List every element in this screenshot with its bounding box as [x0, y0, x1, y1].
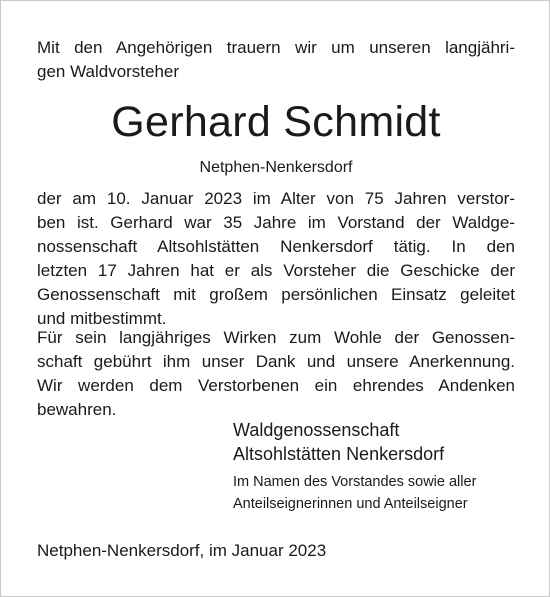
paragraph-line: Wir werden dem Verstorbenen ein ehrendes Andenken	[37, 376, 515, 395]
paragraph-line: Für sein langjähriges Wirken zum Wohle der Genossen-	[37, 328, 515, 347]
deceased-name: Gerhard Schmidt	[111, 98, 441, 146]
paragraph-line: letzten 17 Jahren hat er als Vorsteher die Geschicke der	[37, 261, 515, 280]
intro-line: Mit den Angehörigen trauern wir um unseren langjähri-	[37, 38, 515, 57]
place-and-date: Netphen-Nenkersdorf, im Januar 2023	[37, 541, 327, 560]
intro-text	[37, 36, 515, 84]
paragraph-line: bewahren.	[37, 400, 117, 419]
organization-name: Waldgenossenschaft	[233, 420, 400, 440]
intro-line: gen Waldvorsteher	[37, 62, 180, 81]
on-behalf-line: Anteilseignerinnen und Anteilseigner	[233, 496, 468, 512]
on-behalf-text	[233, 471, 476, 515]
paragraph-line: Genossenschaft mit großem persönlichen Einsatz geleitet	[37, 285, 515, 304]
paragraph-thanks	[37, 326, 515, 422]
organization-name: Altsohlstätten Nenkersdorf	[233, 444, 445, 464]
paragraph-line: der am 10. Januar 2023 im Alter von 75 Jahren verstor-	[37, 189, 515, 208]
organization-signature	[233, 418, 444, 466]
paragraph-line: nossenschaft Altsohlstätten Nenkersdorf tätig. In den	[37, 237, 515, 256]
paragraph-line: schaft gebührt ihm unser Dank und unsere Anerkennung.	[37, 352, 515, 371]
deceased-place: Netphen-Nenkersdorf	[199, 159, 353, 176]
paragraph-line: ben ist. Gerhard war 35 Jahre im Vorstand der Waldge-	[37, 213, 515, 232]
on-behalf-line: Im Namen des Vorstandes sowie aller	[233, 474, 477, 490]
paragraph-line: und mitbestimmt.	[37, 309, 167, 328]
paragraph-career	[37, 187, 515, 331]
